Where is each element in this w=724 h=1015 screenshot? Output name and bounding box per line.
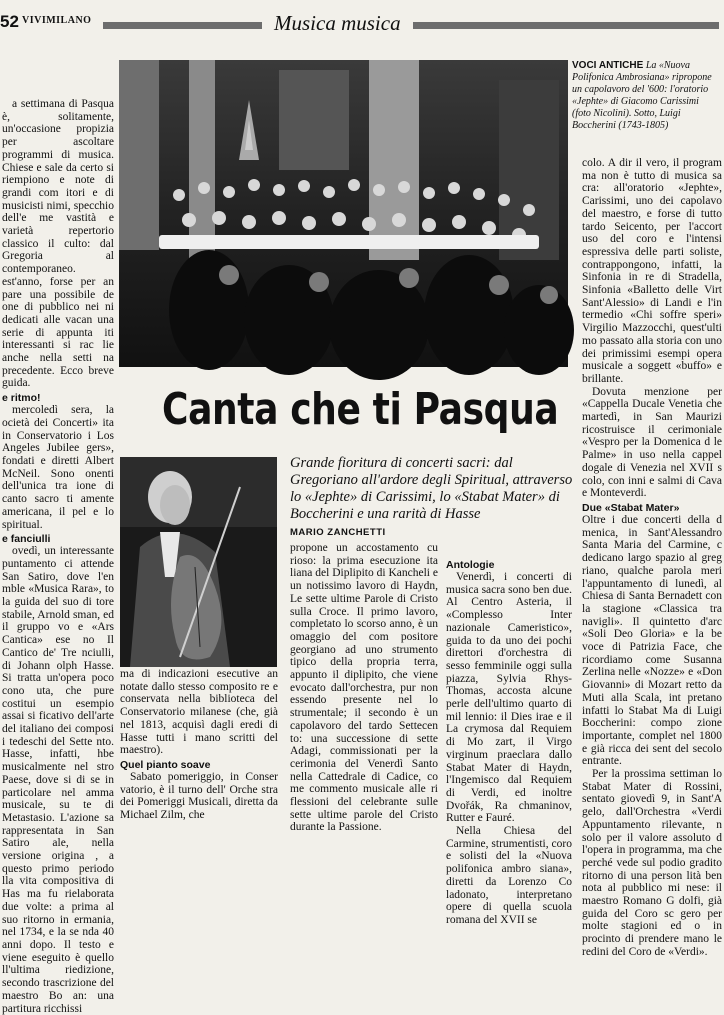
subheading: Antologie [446, 559, 495, 571]
paragraph: propone un accostamento cu rioso: la prima esecuzione ita liana del Diplipito di Kancheli e un notissimo lavoro di Haydn, Le sette ultime Parole di Cristo sulla Croce. Il primo lavoro, completato lo scorso anno, è un omaggio del com positore georgiano ad uno strumento tipico della propria terra, appunto il diplipito, che viene evocato dall'orchestra, pur non essendo presente nel lo strumentale; il secondo è un capolavoro del tardo Settecen to: una successione di sette Adagi, commissionati per la cerimonia del Venerdì Santo nella Cattedrale di Cadice, co me commento musicale alle ri flessioni del celebrante sulle sette ultime parole del Cristo durante la Passione. [290, 542, 438, 834]
section-title: Musica musica [262, 11, 413, 36]
subheading: Quel pianto soave [120, 758, 211, 771]
paragraph: Dovuta menzione per «Cappella Ducale Venetia che martedì, in San Maurizi ricostruisce il cerimoniale «Vespro per la Domenica d le Palme» in uso nella cappel dogale di Venezia nel XVII s colo, con inni e salmi di Cava e Monteverdi. [582, 385, 722, 500]
paragraph: a settimana di Pasqua è, solitamente, un'occasione propizia per ascoltare programmi di musica. Chiese e sale da certo si riempiono e note di grandi com itori e di musicisti nimi, specchio dell'e me vastità e varietà repertorio classico il culto: dal Gregoria al contemporaneo. est'anno, forse per an pare una possibile de one di pubblico nei ni dedicati alle vacan una serie di appunta iti interessanti si rac lie anche nella setti na precedente. Ecco breve guida. [2, 98, 114, 390]
paragraph: ovedì, un interessante puntamento ci attende San Satiro, dove l'en mble «Musica Rara», to la guida del suo di tore stabile, Arnold sman, ed il gruppo vo e «Ars Cantica» ese no Il Cantico de' Tre nciulli, di Johann olph Hasse. Si tratta un'opera poco cono uta, che pure costitui un esempio assai si ficativo dell'arte del italiano dei composi i tedeschi del Sette nto. Hasse, infatti, hbe musicalmente nel stro Paese, dove si di se in particolare nel amma musicale, su te di Metastasio. L'azione sa rappresentata in San Satiro ale, nella versione origina , a questo primo periodo lla vita compositiva di Has ma fu rielaborata due volte: a prima al suo ritorno in ermania, nel 1734, e la se nda 40 anni dopo. Il testo e viene eseguito è quello ll'ultima riedizione, secondo trascrizione del maestro Bo an: una partitura ricchissi [2, 545, 114, 1015]
column-1 [2, 98, 114, 1015]
column-3 [290, 542, 438, 834]
column-2-lower [120, 668, 278, 820]
choir-photo [119, 60, 568, 367]
page-number: 52 [0, 12, 19, 31]
subheading: e ritmo! [2, 392, 41, 405]
paragraph: Sabato pomeriggio, in Conser vatorio, è il turno dell' Orche stra dei Pomeriggi Musicali, diretta da Michael Zilm, che [120, 770, 278, 822]
headline: Canta che ti Pasqua [162, 384, 559, 435]
subheading: e fanciulli [2, 533, 51, 546]
paragraph: Nella Chiesa del Carmine, strumentisti, coro e solisti del la «Nuova polifonica ambro siana», diretti da Lorenzo Co ladonato, interpretano opere di quella scuola romana del XVII se [446, 825, 572, 926]
paragraph: ma di indicazioni esecutive an notate dallo stesso composito re e conservata nella biblioteca del Conservatorio milanese (che, già nel 1813, acquisì dagli eredi di Hasse tutti i mano scritti del maestro). [120, 668, 278, 757]
caption-text: La «Nuova Polifonica Ambrosiana» ripropone un capolavoro del '600: l'oratorio «Jephte» di Giacomo Carissimi (foto Nicolini). Sotto, Luigi Boccherini (1743-1805) [572, 60, 712, 131]
paragraph: mercoledì sera, la ocietà dei Concerti» ita in Conservatorio i Los Angeles Jubilee gers», fondati e diretti Albert McNeil. Sono onenti dell'unica tra ione di canto sacro ti amente americana, il pel e lo spiritual. [2, 404, 114, 531]
paragraph: Venerdì, i concerti di musica sacra sono ben due. Al Centro Asteria, il «Complesso Inter nazionale Cameristico», guida to da uno dei pochi direttori d'orchestra di sesso femminile oggi sulla piazza, Sylvia Rhys-Thomas, accosta alcune perle dell'ultimo quarto di mil lennio: il Dies irae e il La crymosa dal Requiem di Mo zart, il Virgo virginum praeclara dallo Stabat Mater di Haydn, l'Ingemisco dal Requiem di Verdi, ed inoltre Dvořák, Ra chmaninov, Rutter e Fauré. [446, 571, 572, 825]
paragraph: Oltre i due concerti della d menica, in Sant'Alessandro Santa Maria del Carmine, c dedicano largo spazio al greg riano, qualche parola meri l'appuntamento di lunedì, al Chiesa di Santa Bernadett con la stagione «Classica tra navigli». Il quintetto d'arc «Soli Deo Gloria» e la be voce di Patrizia Face, che ricordiamo come Susanna Zerlina nelle «Nozze» e «Don Giovanni» di Mozart retto da Muti alla Scala, int pretano infatti lo Stabat Ma di Luigi Boccherini: compo zione importante, complet nel 1800 e già ricca dei sent del secolo entrante. [582, 513, 722, 768]
subheading: Due «Stabat Mater» [582, 501, 680, 514]
paragraph: Per la prossima settiman lo Stabat Mater di Rossini, sentato giovedì 9, in Sant'A gelo, dall'Orchestra «Verdi Appuntamento rilevante, n solo per il valore assoluto d l'opera in programma, ma che perché vede sul podio gradito ritorno di una person lità ben nota al pubblico mi nese: il maestro Romano G dolfi, già guida del Coro sc gero per molte stagioni ed o in procinto di prendere mano le redini del Coro de «Verdi». [582, 768, 722, 958]
paragraph: colo. A dir il vero, il program ma non è tutto di musica sa cra: all'oratorio «Jephte», Carissimi, uno dei capolavo del maestro, e forse di tutto tardo Seicento, per l'accort uso del coro e l'intensi espressiva delle parti soliste, contrappongono, infatti, la Sinfonia in re di Stradella, Sinfonia «Balletto delle Virt Sant'Alessio» di Landi e l'in termedio «Chi soffre speri» Virgilio Mazzocchi, quest'ulti mo passato alla storia con uno dei primissimi esempi opera musicale a soggett «buffo» e brillante. [582, 157, 722, 385]
byline: MARIO ZANCHETTI [290, 527, 386, 538]
deck: Grande fioritura di concerti sacri: dal Gregoriano all'ardore degli Spiritual, attraverso lo «Jephte» di Carissimi, lo «Stabat Mater» di Boccherini e una rarità di Hasse [290, 455, 573, 522]
photo-caption [572, 60, 720, 132]
column-5 [582, 157, 722, 958]
column-4 [446, 557, 572, 926]
boccherini-portrait [120, 457, 277, 667]
magazine-name: VIVIMILANO [22, 15, 92, 26]
caption-kicker: VOCI ANTICHE [572, 60, 644, 71]
